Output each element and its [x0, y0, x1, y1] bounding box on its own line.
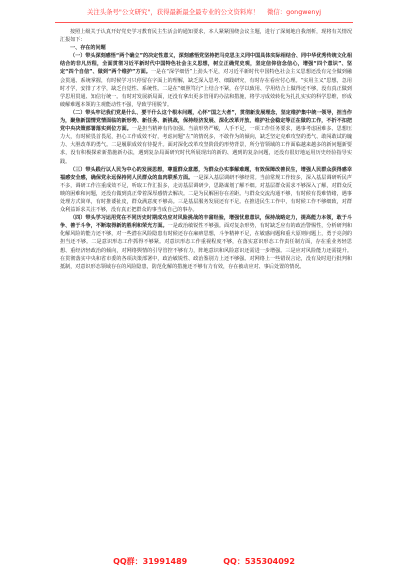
paragraph-1-text: 一是在“深学细悟”上劲头不足，对习近平新时代中国特色社会主义思想还没有完全做到融会贯通、系统掌握，有时候学习只停留在字面上的理解，缺乏深入思考、细践研究，有时存在看应付心理。“实用主义”思想，急用时才学，安排了才学，缺乏自觉性、系统性。二是在“细照笃行”上结合不紧，在学以致用、学用结合上做得还不够，没有真正做到学思用贯通、知信行统一。有时对发展新局面，还没有拿出更多管用的办法和措施，将学习成效转化为扎扎实实的科学思维，形成破解难题本领的主观能动性不强，导致学用脱节。 — [60, 69, 352, 108]
paragraph-3-text: 一是深入基层调研不够经常。当前常规工作较多，深入基层调研听民声不多，调研工作注重成效不足，听取工作汇报多，走访基层调研少，思路谋划了解不细。对基层群众需求不够深入了解，对群众反映的困难和问题，还没有做到真正带着深厚感情去解决。二是为民解困存在差距。与群众交流沟通不够，有时候有畏难情绪，遇事处理方式简单，有时推诿扯皮，群众满意度不够高。三是基层服务发展还有不足。在推进民生工作中，有时候工作不够细致，对群众利益诉求关注不够，没有真正把群众的事当成自己的事办。 — [60, 174, 352, 214]
paragraph-1-bold: （一）带头深刻感悟“两个确立”的决定性意义，深刻感悟党坚持把马克思主义同中国具体实际相结合、同中华优秀传统文化相结合的非凡历程，全面贯彻习近平新时代中国特色社会主义思想，树立正确党史观，坚定信仰信念信心，增强“四个意识”、坚定“四个自信”、做到“两个维护”方面。 — [60, 53, 352, 76]
section-heading: 一、存在的问题 — [70, 45, 106, 52]
footer-qq-group: QQ群：31991489 — [113, 557, 188, 566]
banner-wechat-text: 微信：gongwenyj — [267, 8, 322, 16]
document-body — [60, 28, 352, 271]
paragraph-3-bold: （三）带头践行以人民为中心的发展思想，尊重群众意愿，为群众办实事解难题，有效保障改善民生，增强人民群众获得感幸福感安全感，确保党永远保持同人民群众的血肉联系方面。 — [60, 166, 352, 181]
body-paragraph-1 — [60, 52, 352, 109]
body-paragraph-2 — [60, 109, 352, 166]
header-divider — [55, 22, 353, 23]
paragraph-2-bold: （二）带头牢记我们党是什么、要干什么这个根本问题，心怀“国之大者”，贯彻新发展理念，坚定维护集中统一领导，担当作为，聚焦新国情党情面临的新形势、新任务、新挑战，保持经济发展、深化改革开放、维护社会稳定等正在做的工作，不折不扣把党中央决策部署落实到位方面。 — [60, 109, 352, 133]
paragraph-4-text: 一是政治敏锐性不够强。面对复杂形势，有时缺乏应有的政治警惕性，分析研判和化解风险的能力还不够，对一些潜在风险隐患有时候还存在麻痹思想，斗争精神不足，在敏感问题和重大原则问题上，勇于亮剑的担当还不够。二是意识形态工作抓得不够紧。对意识形态工作重视程度不够，在落实意识形态工作责任制方面，存在重业务轻思想、重经济轻政治的倾向，对网络舆情的引导管控不够有力，阵地意识和风险意识还需进一步增强。三是应对风险能力还需提升。在贯彻落实中央和省市委的各项决策部署中，政治敏锐性、政治鉴别力上还不够强。对网络上一些错误言论，没有及时进行批判和抵制，对意识形态领域存在的风险隐患，防范化解的措施还不够有力有效，存在被动应对、事后处置的情况。 — [60, 223, 352, 270]
banner-promo-text: 关注头条号"公文研究"，获得最新最全最专业的公文资料库！ — [86, 8, 260, 16]
body-paragraph-3 — [60, 166, 352, 215]
body-paragraph-4 — [60, 214, 352, 271]
paragraph-4-bold: （四）带头学习运用党在不同历史时期成功应对风险挑战的丰富经验，增强忧患意识，保持战略定力，提高能力本领，敢于斗争、善于斗争，不断取得新的胜利和荣光方面。 — [60, 215, 352, 230]
footer-qq: QQ：535304092 — [223, 557, 295, 566]
paragraph-2-text: 一是担当精神有待加强。当前形势严峻，人手不足，一项工作任务要求，遇事考虑困难多、思想压力大，有时候畏首畏尾，担心工作成效不好，考虑问题“左”的情况多，不敢作为的倾向，缺乏坚定克难攻坚的勇气、敢闯敢试的魄力、大胆改革的勇气。二是履职成效有待提升。面对深化改革攻坚阶段的形势背景，所分管领域的工作面临越来越多的新问题新要求，没有积极探索新措施新办法，遇到复杂局面研究时代所展现出的新的、遇到的复杂问题，还没有很好地运用历史经验指导实践。 — [60, 126, 352, 165]
intro-paragraph: 按照上级关于认真开好党史学习教育民主生活会的通知要求，本人紧紧围绕会议主题，进行了深刻地自我剖析，现将有关情况汇报如下： — [60, 29, 352, 44]
footer-contacts — [0, 556, 408, 567]
header-banner — [0, 8, 408, 17]
